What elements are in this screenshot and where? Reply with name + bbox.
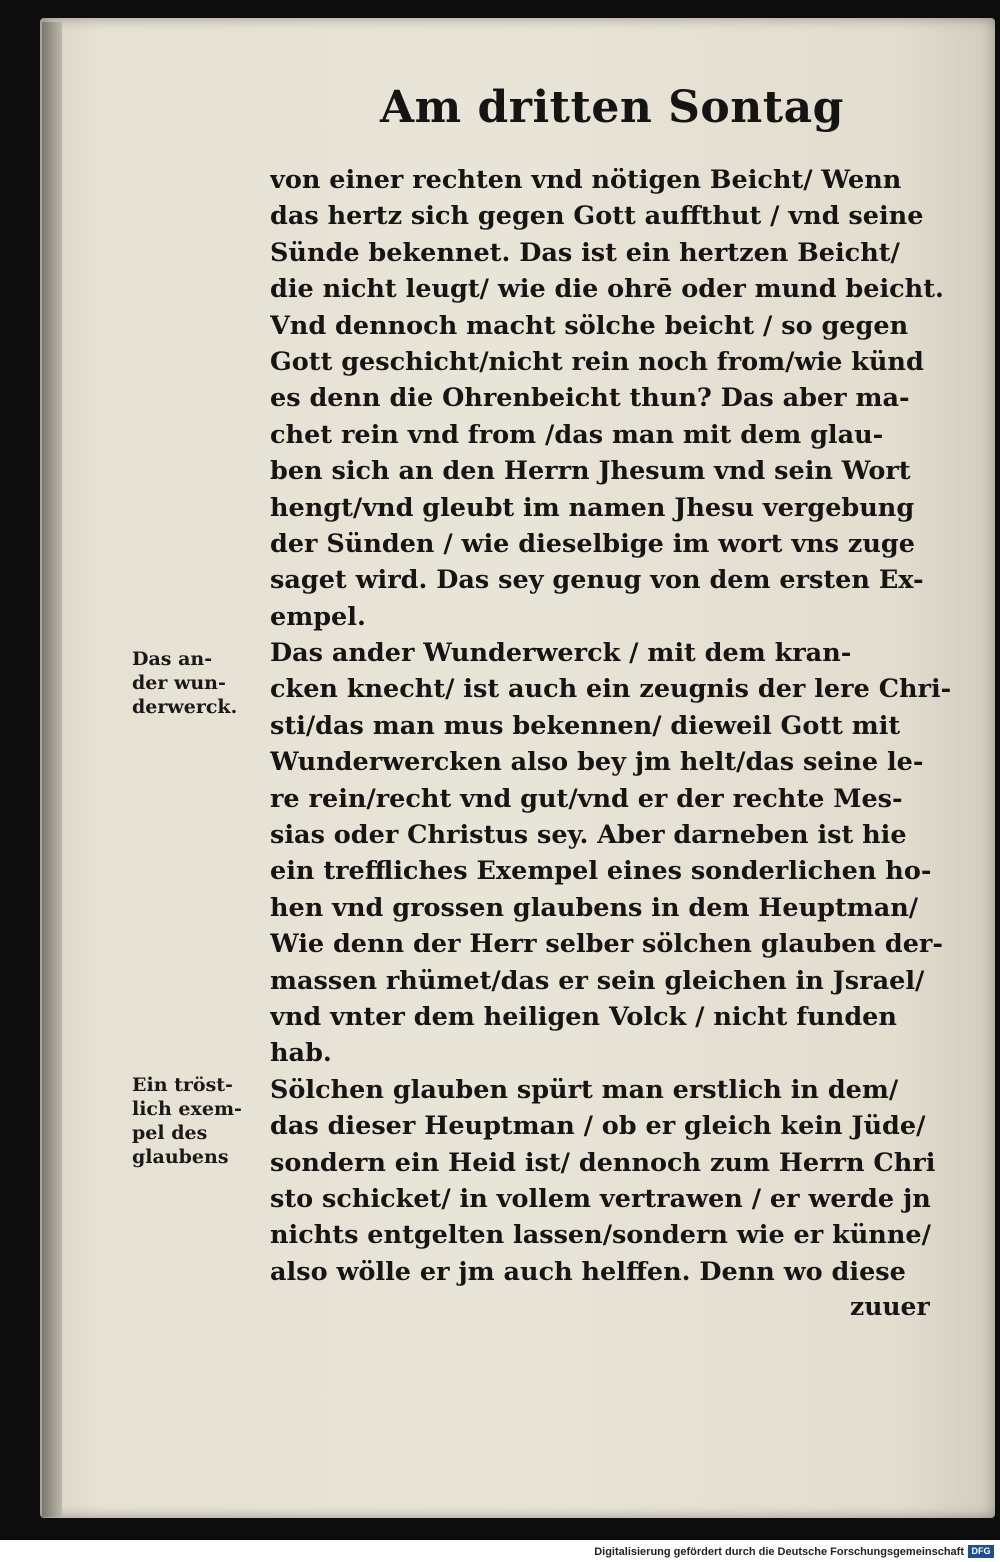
text-line: das dieser Heuptman / ob er gleich kein Jüde/ (270, 1111, 926, 1142)
text-line: der Sünden / wie dieselbige im wort vns zuge (270, 528, 915, 559)
text-line: saget wird. Das sey genug von dem ersten Ex- (270, 565, 924, 596)
text-line: Sünde bekennet. Das ist ein hertzen Beicht/ (270, 237, 900, 268)
text-line: chet rein vnd from /das man mit dem glau- (270, 419, 884, 450)
margin-note-line: Das an- (132, 648, 213, 670)
text-line: nichts entgelten lassen/sondern wie er künne/ (270, 1220, 931, 1251)
text-line: Gott geschicht/nicht rein noch from/wie künd (270, 346, 924, 377)
text-line: hen vnd grossen glaubens in dem Heuptman/ (270, 892, 919, 923)
text-line: von einer rechten vnd nötigen Beicht/ Wenn (270, 165, 902, 195)
margin-note-line: derwerck. (132, 696, 238, 718)
margin-note-glaubens (132, 1073, 272, 1169)
text-line: sondern ein Heid ist/ dennoch zum Herrn Chri (270, 1147, 936, 1178)
text-line: sias oder Christus sey. Aber darneben ist hie (270, 820, 907, 851)
margin-note-line: der wun- (132, 672, 226, 694)
text-line: also wölle er jm auch helffen. Denn wo diese (270, 1256, 906, 1287)
margin-note-line: pel des (132, 1122, 208, 1144)
margin-note-wunderwerck (132, 647, 272, 719)
page-gutter-shadow (42, 22, 62, 1517)
text-line: die nicht leugt/ wie die ohrē oder mund beicht. (270, 274, 944, 305)
text-line: ein treffliches Exempel eines sonderlichen ho- (270, 856, 932, 887)
text-line: sto schicket/ in vollem vertrawen / er werde jn (270, 1183, 931, 1214)
text-line: es denn die Ohrenbeicht thun? Das aber ma- (270, 383, 910, 414)
text-line: re rein/recht vnd gut/vnd er der rechte Mes- (270, 783, 903, 814)
text-line: sti/das man mus bekennen/ dieweil Gott mit (270, 710, 901, 741)
text-line: Wunderwercken also bey jm helt/das seine le- (270, 747, 924, 778)
text-line: Sölchen glauben spürt man erstlich in dem/ (270, 1074, 899, 1105)
margin-note-line: glaubens (132, 1146, 229, 1168)
text-line: ben sich an den Herrn Jhesum vnd sein Wort (270, 456, 911, 487)
text-line: Wie denn der Herr selber sölchen glauben der- (270, 929, 943, 960)
dfg-logo: DFG (968, 1545, 994, 1558)
text-line: vnd vnter dem heiligen Volck / nicht funden (270, 1001, 897, 1032)
text-line: hab. (270, 1038, 332, 1069)
catchword: zuuer (850, 1292, 930, 1321)
text-line: Das ander Wunderwerck / mit dem kran- (270, 638, 852, 669)
text-line: Vnd dennoch macht sölche beicht / so gegen (270, 310, 909, 341)
running-head: Am dritten Sontag (380, 82, 844, 133)
margin-note-line: Ein tröst- (132, 1074, 233, 1096)
footer-credit: Digitalisierung gefördert durch die Deutsche Forschungsgemeinschaft (594, 1546, 964, 1558)
text-line: cken knecht/ ist auch ein zeugnis der lere Chri- (270, 674, 952, 705)
text-line: massen rhümet/das er sein gleichen in Jsrael/ (270, 965, 925, 996)
body-text (270, 162, 960, 1290)
text-line: empel. (270, 601, 366, 632)
text-line: hengt/vnd gleubt im namen Jhesu vergebung (270, 492, 915, 523)
margin-note-line: lich exem- (132, 1098, 242, 1120)
text-line: das hertz sich gegen Gott auffthut / vnd seine (270, 201, 924, 232)
